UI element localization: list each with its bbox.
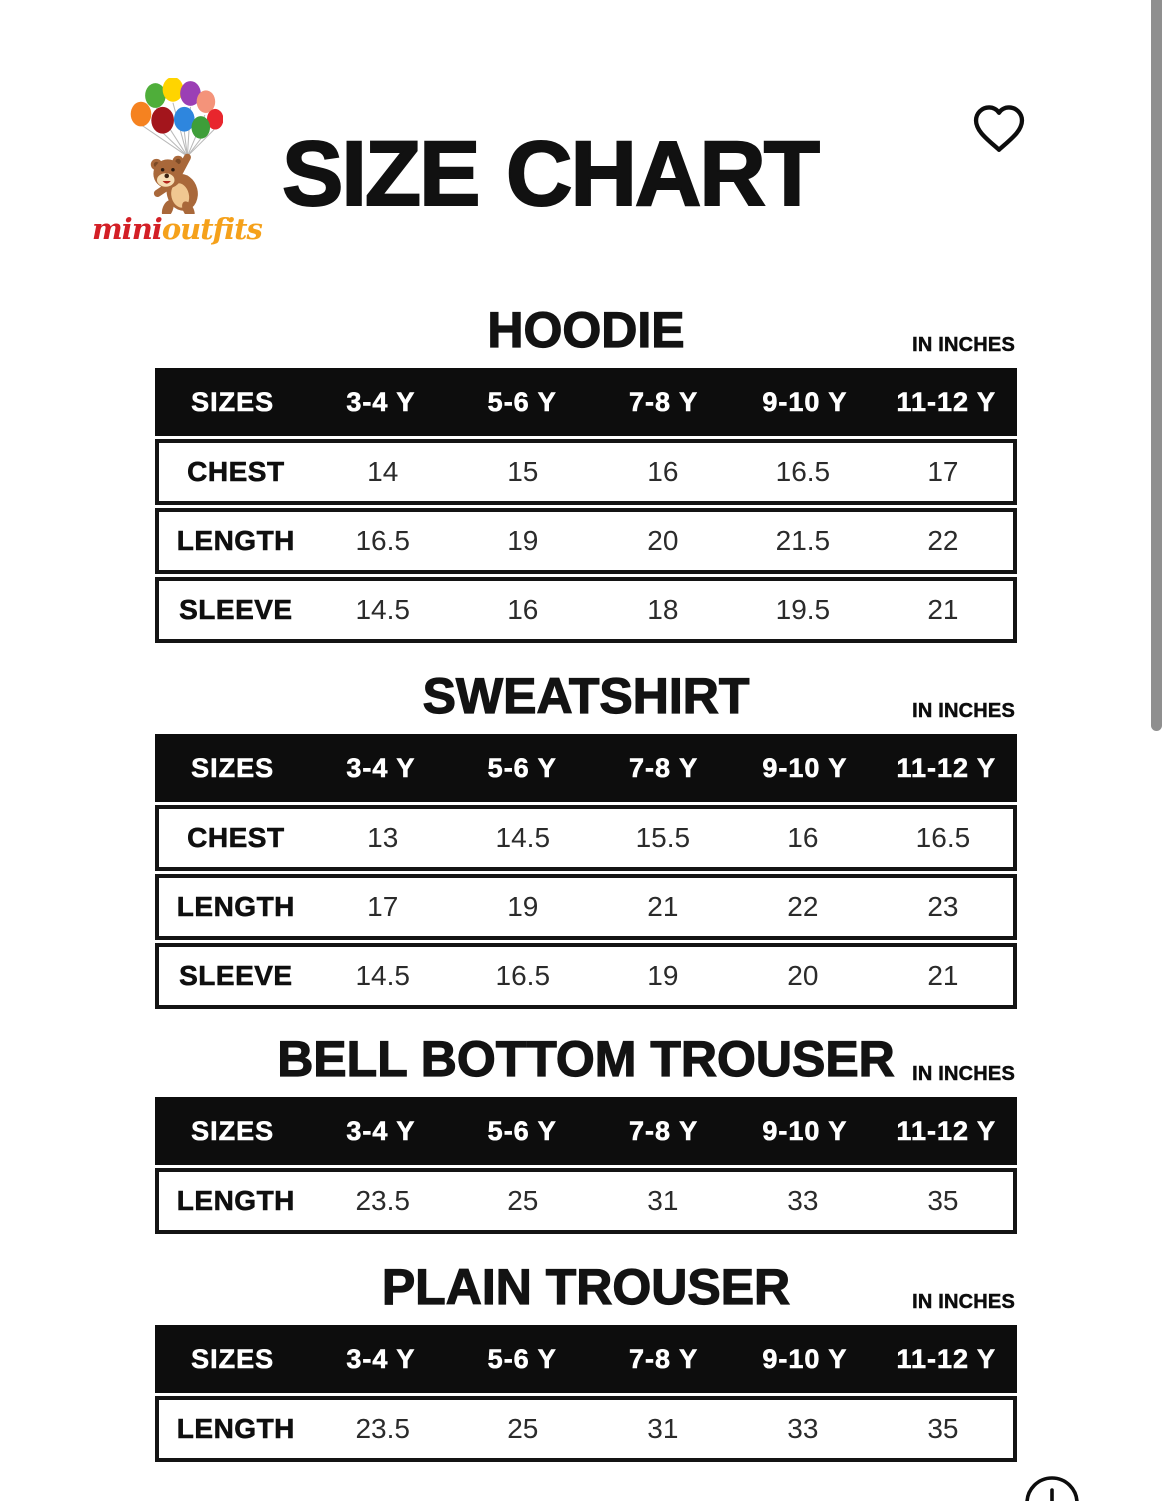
- size-value-cell: 16.5: [355, 525, 410, 556]
- page-title: SIZE CHART: [282, 123, 818, 225]
- size-value-cell: 19: [507, 525, 539, 556]
- table-row-sleeve: [155, 943, 1017, 1009]
- size-value-cell: 35: [927, 1413, 959, 1444]
- size-value-cell: 22: [927, 525, 959, 556]
- size-value-cell: 16.5: [915, 822, 971, 853]
- sizes-header-cell: SIZES: [191, 752, 275, 783]
- size-col-header: 9-10 Y: [762, 1343, 848, 1374]
- size-value-cell: 17: [927, 456, 959, 487]
- size-value-cell: 14.5: [495, 822, 551, 853]
- size-col-header: 5-6 Y: [487, 1115, 557, 1146]
- scrollbar-thumb[interactable]: [1151, 0, 1162, 731]
- table-row-chest: [155, 439, 1017, 505]
- size-col-header: 9-10 Y: [762, 752, 848, 783]
- size-value-cell: 33: [787, 1185, 819, 1216]
- row-label: LENGTH: [176, 891, 295, 922]
- size-value-cell: 16: [647, 456, 679, 487]
- row-label: LENGTH: [176, 525, 295, 556]
- size-col-header: 5-6 Y: [487, 386, 557, 417]
- size-value-cell: 25: [507, 1185, 539, 1216]
- wishlist-heart-button[interactable]: [968, 100, 1030, 158]
- plus-circle-icon: [1023, 1474, 1081, 1501]
- size-col-header: 11-12 Y: [896, 1343, 997, 1374]
- size-value-cell: 14.5: [355, 960, 410, 991]
- size-table-plain-trouser: [155, 1325, 1017, 1462]
- heart-icon: [970, 101, 1028, 155]
- size-value-cell: 25: [507, 1413, 539, 1444]
- table-row-length: [155, 508, 1017, 574]
- size-col-header: 3-4 Y: [346, 1115, 416, 1146]
- size-value-cell: 20: [787, 960, 819, 991]
- section-title-bell-bottom-trouser: BELL BOTTOM TROUSER: [277, 1031, 895, 1087]
- size-col-header: 9-10 Y: [762, 1115, 848, 1146]
- size-value-cell: 14: [367, 456, 399, 487]
- size-table-hoodie: [155, 368, 1017, 643]
- size-value-cell: 16.5: [495, 960, 551, 991]
- size-col-header: 11-12 Y: [896, 386, 997, 417]
- size-value-cell: 31: [647, 1185, 679, 1216]
- size-value-cell: 19: [507, 891, 539, 922]
- size-col-header: 7-8 Y: [629, 1343, 699, 1374]
- size-value-cell: 16.5: [775, 456, 831, 487]
- size-col-header: 11-12 Y: [896, 1115, 997, 1146]
- table-header-row: [155, 1097, 1017, 1165]
- size-col-header: 9-10 Y: [762, 386, 848, 417]
- size-section-hoodie: [155, 301, 1017, 643]
- size-value-cell: 21.5: [775, 525, 831, 556]
- brand-name-mini: mini: [92, 212, 162, 246]
- row-label: CHEST: [187, 456, 285, 487]
- size-col-header: 5-6 Y: [487, 1343, 557, 1374]
- table-header-row: [155, 734, 1017, 802]
- size-col-header: 3-4 Y: [346, 1343, 416, 1374]
- size-value-cell: 15: [507, 456, 539, 487]
- size-value-cell: 31: [647, 1413, 679, 1444]
- size-value-cell: 17: [367, 891, 399, 922]
- size-value-cell: 18: [647, 594, 679, 625]
- section-title-hoodie: HOODIE: [487, 302, 685, 358]
- size-value-cell: 19.5: [775, 594, 831, 625]
- size-value-cell: 33: [787, 1413, 819, 1444]
- table-header-row: [155, 368, 1017, 436]
- size-table-sweatshirt: [155, 734, 1017, 1009]
- section-head: [155, 667, 1017, 725]
- section-head: [155, 301, 1017, 359]
- size-value-cell: 23.5: [355, 1413, 410, 1444]
- row-label: LENGTH: [176, 1185, 295, 1216]
- sizes-header-cell: SIZES: [191, 1115, 275, 1146]
- size-value-cell: 19: [647, 960, 679, 991]
- section-title-sweatshirt: SWEATSHIRT: [422, 668, 750, 724]
- table-header-row: [155, 1325, 1017, 1393]
- size-value-cell: 21: [647, 891, 679, 922]
- row-label: LENGTH: [176, 1413, 295, 1444]
- row-label: SLEEVE: [179, 594, 293, 625]
- size-value-cell: 16: [507, 594, 539, 625]
- brand-name-outfits: outfits: [161, 212, 262, 246]
- sizes-header-cell: SIZES: [191, 386, 275, 417]
- size-value-cell: 22: [787, 891, 819, 922]
- table-row-chest: [155, 805, 1017, 871]
- row-label: CHEST: [187, 822, 285, 853]
- table-row-length: [155, 1396, 1017, 1462]
- row-label: SLEEVE: [179, 960, 293, 991]
- size-value-cell: 16: [787, 822, 819, 853]
- size-col-header: 3-4 Y: [346, 386, 416, 417]
- size-value-cell: 23: [927, 891, 959, 922]
- units-label: IN INCHES: [912, 700, 1015, 722]
- section-title-plain-trouser: PLAIN TROUSER: [381, 1259, 791, 1315]
- section-head: [155, 1258, 1017, 1316]
- units-label: IN INCHES: [912, 334, 1015, 356]
- size-section-bell-bottom-trouser: [155, 1030, 1017, 1234]
- units-label: IN INCHES: [912, 1063, 1015, 1085]
- table-row-length: [155, 1168, 1017, 1234]
- sizes-header-cell: SIZES: [191, 1343, 275, 1374]
- units-label: IN INCHES: [912, 1291, 1015, 1313]
- size-section-plain-trouser: [155, 1258, 1017, 1462]
- size-value-cell: 23.5: [355, 1185, 410, 1216]
- size-col-header: 7-8 Y: [629, 386, 699, 417]
- size-col-header: 5-6 Y: [487, 752, 557, 783]
- size-value-cell: 13: [367, 822, 399, 853]
- size-value-cell: 14.5: [355, 594, 410, 625]
- size-col-header: 11-12 Y: [896, 752, 997, 783]
- size-section-sweatshirt: [155, 667, 1017, 1009]
- size-value-cell: 21: [927, 960, 959, 991]
- size-value-cell: 20: [647, 525, 679, 556]
- table-row-length: [155, 874, 1017, 940]
- size-value-cell: 35: [927, 1185, 959, 1216]
- table-row-sleeve: [155, 577, 1017, 643]
- zoom-in-button[interactable]: [1023, 1474, 1081, 1501]
- size-col-header: 3-4 Y: [346, 752, 416, 783]
- section-head: [155, 1030, 1017, 1088]
- size-table-bell-bottom-trouser: [155, 1097, 1017, 1234]
- size-value-cell: 21: [927, 594, 959, 625]
- size-col-header: 7-8 Y: [629, 752, 699, 783]
- size-value-cell: 15.5: [635, 822, 691, 853]
- size-col-header: 7-8 Y: [629, 1115, 699, 1146]
